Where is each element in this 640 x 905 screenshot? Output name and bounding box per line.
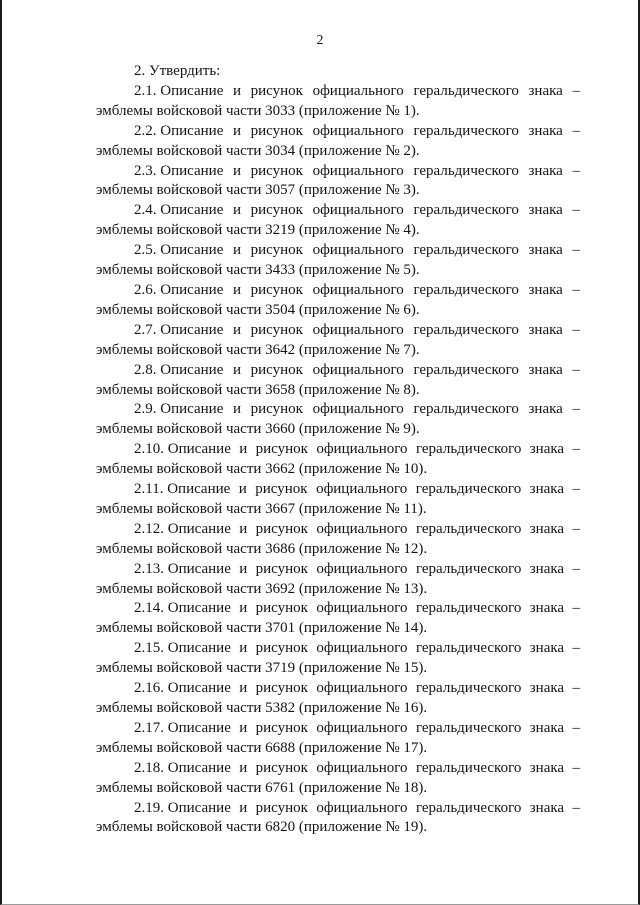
item-dash: – — [572, 202, 580, 219]
item-word: геральдического — [415, 520, 522, 537]
document-body — [96, 62, 580, 838]
item-word: и — [239, 799, 248, 816]
approval-list — [96, 82, 580, 838]
list-item — [96, 361, 580, 401]
item-word: знака — [528, 122, 563, 139]
item-number: 2.17. — [134, 719, 164, 736]
item-word: геральдического — [413, 82, 519, 99]
item-word: рисунок — [255, 520, 308, 537]
item-word: и — [232, 162, 242, 179]
item-word: и — [232, 281, 242, 298]
item-word: и — [232, 122, 242, 139]
item-number: 2.11. — [134, 481, 164, 498]
item-word: официального — [312, 82, 404, 99]
list-item — [96, 599, 580, 639]
item-word: знака — [528, 361, 563, 378]
list-item-first-line — [96, 599, 580, 619]
item-word: Описание — [167, 481, 231, 498]
item-word: геральдического — [415, 441, 522, 458]
item-number: 2.4. — [134, 202, 157, 219]
list-item-first-line — [96, 361, 580, 381]
item-dash: – — [572, 441, 580, 458]
item-word: рисунок — [255, 759, 308, 776]
item-dash: – — [572, 321, 580, 338]
item-word: рисунок — [255, 441, 308, 458]
item-lead — [134, 799, 231, 819]
item-word: рисунок — [255, 640, 308, 657]
item-lead — [134, 599, 231, 619]
item-word: знака — [529, 441, 565, 458]
item-word: знака — [528, 321, 563, 338]
item-word: официального — [316, 481, 408, 498]
item-number: 2.5. — [134, 242, 157, 259]
list-item-first-line — [96, 440, 580, 460]
item-dash: – — [572, 520, 580, 537]
section-heading: 2. Утвердить: — [134, 63, 221, 79]
item-word: рисунок — [250, 401, 303, 418]
item-word: официального — [316, 520, 408, 537]
item-number: 2.14. — [134, 600, 164, 617]
item-word: официального — [312, 361, 404, 378]
item-word: и — [239, 759, 248, 776]
item-dash: – — [572, 680, 580, 697]
item-word: рисунок — [250, 122, 303, 139]
list-item — [96, 759, 580, 799]
item-word: официального — [312, 242, 404, 259]
item-number: 2.16. — [134, 680, 164, 697]
item-word: и — [239, 520, 248, 537]
item-dash: – — [572, 401, 580, 418]
item-word: официального — [312, 202, 404, 219]
item-word: рисунок — [255, 799, 308, 816]
list-item — [96, 799, 580, 839]
item-word: знака — [528, 401, 563, 418]
item-dash: – — [572, 719, 580, 736]
item-word: рисунок — [250, 82, 303, 99]
item-word: Описание — [167, 441, 231, 458]
list-item — [96, 719, 580, 759]
item-word: рисунок — [255, 600, 308, 617]
item-dash: – — [572, 162, 580, 179]
item-number: 2.2. — [134, 122, 157, 139]
item-word: геральдического — [413, 202, 519, 219]
item-word: Описание — [160, 162, 224, 179]
list-item — [96, 679, 580, 719]
list-item-first-line — [96, 719, 580, 739]
item-word: рисунок — [250, 202, 303, 219]
item-word: геральдического — [415, 799, 522, 816]
list-item-second-line: эмблемы войсковой части 3701 (приложение № 14). — [96, 620, 428, 637]
item-word: Описание — [160, 401, 224, 418]
list-item — [96, 560, 580, 600]
item-word: официального — [312, 122, 404, 139]
item-word: рисунок — [250, 361, 303, 378]
item-word: Описание — [167, 759, 231, 776]
item-dash: – — [572, 640, 580, 657]
list-item-second-line: эмблемы войсковой части 3642 (приложение № 7). — [96, 341, 420, 358]
item-number: 2.7. — [134, 321, 157, 338]
item-word: Описание — [160, 122, 224, 139]
list-item — [96, 400, 580, 440]
item-word: знака — [529, 600, 565, 617]
item-word: рисунок — [255, 560, 308, 577]
list-item — [96, 440, 580, 480]
item-lead — [134, 440, 231, 460]
list-item-second-line: эмблемы войсковой части 3686 (приложение № 12). — [96, 540, 428, 557]
item-word: Описание — [160, 281, 224, 298]
item-word: геральдического — [413, 361, 519, 378]
item-word: Описание — [167, 799, 231, 816]
item-number: 2.8. — [134, 361, 157, 378]
list-item-second-line: эмблемы войсковой части 3719 (приложение № 15). — [96, 660, 428, 677]
list-item-second-line: эмблемы войсковой части 3660 (приложение № 9). — [96, 421, 420, 438]
item-word: официального — [316, 719, 408, 736]
item-lead — [134, 520, 231, 540]
item-word: официального — [312, 321, 404, 338]
item-lead — [134, 361, 223, 381]
list-item — [96, 281, 580, 321]
item-word: и — [232, 401, 242, 418]
list-item-first-line — [96, 480, 580, 500]
item-word: геральдического — [415, 600, 522, 617]
list-item-second-line: эмблемы войсковой части 6820 (приложение № 19). — [96, 819, 428, 836]
item-word: официального — [316, 759, 408, 776]
item-dash: – — [572, 560, 580, 577]
item-word: геральдического — [415, 759, 522, 776]
item-dash: – — [572, 242, 580, 259]
list-item-second-line: эмблемы войсковой части 3504 (приложение № 6). — [96, 301, 420, 318]
list-item-second-line: эмблемы войсковой части 5382 (приложение № 16). — [96, 700, 428, 716]
item-word: геральдического — [415, 640, 522, 657]
item-word: рисунок — [255, 680, 308, 697]
item-dash: – — [572, 122, 580, 139]
item-word: рисунок — [255, 719, 308, 736]
item-number: 2.3. — [134, 162, 157, 179]
item-word: знака — [529, 799, 565, 816]
list-item — [96, 201, 580, 241]
item-word: геральдического — [415, 560, 522, 577]
item-word: официального — [316, 560, 408, 577]
list-item-first-line — [96, 400, 580, 420]
item-lead — [134, 639, 231, 659]
item-dash: – — [572, 281, 580, 298]
list-item-second-line: эмблемы войсковой части 6761 (приложение № 18). — [96, 779, 428, 796]
list-item — [96, 241, 580, 281]
item-word: Описание — [160, 82, 224, 99]
item-word: геральдического — [413, 281, 519, 298]
item-word: знака — [528, 242, 563, 259]
list-item-second-line: эмблемы войсковой части 3034 (приложение № 2). — [96, 142, 420, 159]
item-lead — [134, 679, 231, 699]
item-dash: – — [572, 361, 580, 378]
item-lead — [134, 82, 223, 102]
item-word: Описание — [167, 600, 231, 617]
page-number: 2 — [316, 33, 324, 48]
item-word: официального — [316, 680, 408, 697]
item-word: знака — [529, 719, 565, 736]
item-word: и — [239, 640, 248, 657]
item-lead — [134, 201, 223, 221]
list-item-second-line: эмблемы войсковой части 6688 (приложение № 17). — [96, 739, 428, 756]
item-lead — [134, 719, 231, 739]
item-number: 2.18. — [134, 759, 164, 776]
item-lead — [134, 241, 223, 261]
item-word: и — [239, 560, 248, 577]
item-word: знака — [529, 481, 565, 498]
item-word: Описание — [167, 680, 231, 697]
list-item — [96, 520, 580, 560]
item-dash: – — [572, 759, 580, 776]
item-word: знака — [528, 202, 563, 219]
item-word: Описание — [167, 640, 231, 657]
list-item-first-line — [96, 201, 580, 221]
item-word: геральдического — [413, 162, 519, 179]
item-word: и — [232, 321, 242, 338]
item-word: геральдического — [413, 122, 519, 139]
item-word: и — [232, 82, 242, 99]
item-word: и — [232, 242, 242, 259]
list-item-second-line: эмблемы войсковой части 3692 (приложение № 13). — [96, 580, 428, 597]
list-item-second-line: эмблемы войсковой части 3662 (приложение № 10). — [96, 461, 428, 478]
item-word: Описание — [167, 560, 231, 577]
list-item-second-line: эмблемы войсковой части 3658 (приложение № 8). — [96, 381, 420, 398]
item-number: 2.9. — [134, 401, 157, 418]
item-number: 2.15. — [134, 640, 164, 657]
list-item-first-line — [96, 520, 580, 540]
item-word: знака — [528, 162, 563, 179]
item-word: официального — [316, 640, 408, 657]
item-word: знака — [529, 759, 565, 776]
item-lead — [134, 122, 223, 142]
item-word: рисунок — [250, 281, 303, 298]
list-item-first-line — [96, 560, 580, 580]
list-item — [96, 162, 580, 202]
list-item-first-line — [96, 321, 580, 341]
list-item — [96, 122, 580, 162]
item-lead — [134, 560, 231, 580]
list-item-first-line — [96, 759, 580, 779]
item-dash: – — [572, 481, 580, 498]
item-word: геральдического — [415, 719, 522, 736]
item-word: и — [239, 680, 248, 697]
list-item-first-line — [96, 82, 580, 102]
item-word: официального — [312, 401, 404, 418]
item-word: геральдического — [413, 401, 519, 418]
item-lead — [134, 759, 231, 779]
item-word: рисунок — [250, 162, 303, 179]
item-number: 2.1. — [134, 82, 157, 99]
list-item-first-line — [96, 639, 580, 659]
list-item-first-line — [96, 679, 580, 699]
list-item-second-line: эмблемы войсковой части 3433 (приложение № 5). — [96, 262, 420, 279]
item-number: 2.19. — [134, 799, 164, 816]
item-word: официального — [316, 600, 408, 617]
item-lead — [134, 480, 230, 500]
list-item — [96, 480, 580, 520]
item-word: знака — [529, 640, 565, 657]
item-word: официального — [316, 799, 408, 816]
item-word: рисунок — [250, 321, 303, 338]
item-word: и — [239, 719, 248, 736]
item-word: и — [232, 361, 242, 378]
item-word: геральдического — [415, 481, 522, 498]
item-word: знака — [529, 560, 565, 577]
list-item-first-line — [96, 122, 580, 142]
item-dash: – — [572, 82, 580, 99]
item-number: 2.12. — [134, 520, 164, 537]
item-word: Описание — [160, 361, 224, 378]
item-word: и — [238, 481, 247, 498]
item-word: официального — [316, 441, 408, 458]
item-word: знака — [529, 680, 565, 697]
list-item-second-line: эмблемы войсковой части 3057 (приложение № 3). — [96, 182, 420, 199]
item-word: рисунок — [255, 481, 308, 498]
item-word: Описание — [160, 202, 224, 219]
list-item-first-line — [96, 281, 580, 301]
item-number: 2.6. — [134, 281, 157, 298]
item-word: знака — [529, 520, 565, 537]
item-word: геральдического — [413, 242, 519, 259]
item-word: Описание — [160, 242, 224, 259]
item-word: Описание — [160, 321, 224, 338]
list-item-first-line — [96, 241, 580, 261]
list-item-first-line — [96, 162, 580, 182]
list-item-second-line: эмблемы войсковой части 3033 (приложение № 1). — [96, 102, 420, 119]
item-word: Описание — [167, 520, 231, 537]
list-item — [96, 321, 580, 361]
list-item — [96, 82, 580, 122]
item-word: и — [239, 441, 248, 458]
item-dash: – — [572, 799, 580, 816]
item-word: рисунок — [250, 242, 303, 259]
item-word: и — [232, 202, 242, 219]
list-item-first-line — [96, 799, 580, 819]
item-word: и — [239, 600, 248, 617]
item-word: официального — [312, 162, 404, 179]
list-item-second-line: эмблемы войсковой части 3219 (приложение № 4). — [96, 222, 420, 239]
item-lead — [134, 400, 223, 420]
item-lead — [134, 162, 223, 182]
item-number: 2.13. — [134, 560, 164, 577]
item-lead — [134, 281, 223, 301]
item-word: Описание — [167, 719, 231, 736]
item-word: геральдического — [413, 321, 519, 338]
item-number: 2.10. — [134, 441, 164, 458]
item-word: знака — [528, 82, 563, 99]
list-item — [96, 639, 580, 679]
item-lead — [134, 321, 223, 341]
item-word: знака — [528, 281, 563, 298]
item-dash: – — [572, 600, 580, 617]
list-item-second-line: эмблемы войсковой части 3667 (приложение № 11). — [96, 500, 427, 517]
item-word: геральдического — [415, 680, 522, 697]
item-word: официального — [312, 281, 404, 298]
